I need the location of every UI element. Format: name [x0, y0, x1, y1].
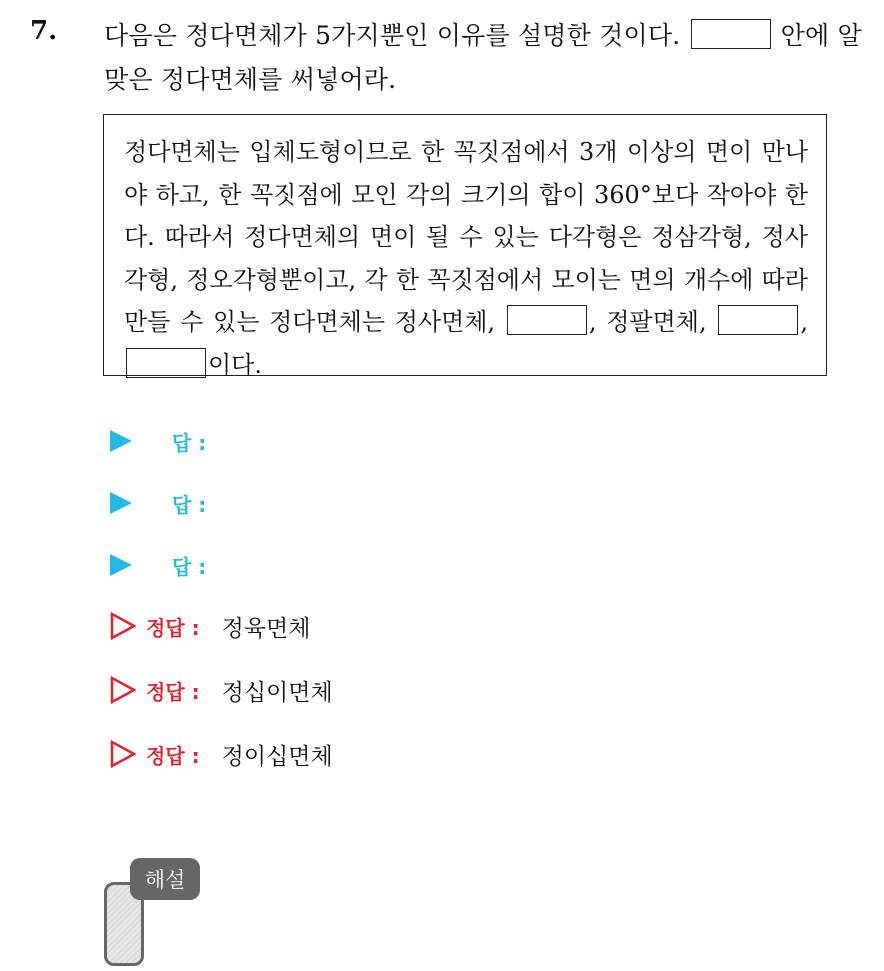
correct-row-1	[110, 610, 310, 642]
passage-blank-1	[507, 305, 587, 335]
correct-value: 정이십면체	[221, 743, 333, 770]
correct-value: 정십이면체	[221, 679, 333, 706]
question-text	[104, 14, 864, 102]
blank-box	[691, 19, 771, 49]
passage-text-3: 정팔면체,	[606, 308, 707, 336]
question-text-part1: 다음은 정다면체가 5가지뿐인 이유를 설명한 것이다.	[104, 21, 681, 50]
correct-row-2	[110, 674, 333, 706]
outline-triangle-icon	[110, 740, 136, 768]
passage-text-1: 정다면체는 입체도형이므로 한 꼭짓점에서 3개 이상의 면이 만나야 하고, 한 꼭짓점에 모인 각의 크기의 합이 360°보다 작아야 한다. 따라서 정다면체의 면이 될 수 있는 다각형은 정삼각형, 정사각형, 정오각형뿐이고, 각 한 꼭짓점에서 모이는 면의 개수에 따라 만들 수 있는 정다면체는 정사면체,	[124, 138, 808, 336]
answer-label: 답 :	[172, 554, 207, 579]
play-triangle-icon	[110, 554, 132, 576]
passage-blank-2	[718, 305, 798, 335]
correct-label: 정답 :	[146, 743, 200, 768]
play-triangle-icon	[110, 492, 132, 514]
passage-comma-2: ,	[800, 308, 808, 336]
correct-row-3	[110, 738, 333, 770]
answer-row-1[interactable]	[110, 426, 206, 456]
question-number: 7.	[30, 16, 58, 46]
answer-label: 답 :	[172, 492, 207, 517]
correct-label: 정답 :	[146, 679, 200, 704]
answer-row-2[interactable]	[110, 488, 206, 518]
correct-label: 정답 :	[146, 615, 200, 640]
outline-triangle-icon	[110, 676, 136, 704]
outline-triangle-icon	[110, 612, 136, 640]
answer-row-3[interactable]	[110, 550, 206, 580]
question-text-part2: 안에 알맞은 정다면체를 써넣어라.	[104, 21, 862, 94]
passage-blank-3	[126, 348, 206, 378]
explanation-tab[interactable]: 해설	[130, 858, 200, 900]
correct-value: 정육면체	[221, 615, 311, 642]
answer-label: 답 :	[172, 430, 207, 455]
passage-comma-1: ,	[588, 308, 597, 336]
explanation-panel[interactable]	[104, 858, 204, 971]
passage-end: 이다.	[208, 350, 262, 379]
passage-box	[103, 114, 827, 379]
play-triangle-icon	[110, 430, 132, 452]
